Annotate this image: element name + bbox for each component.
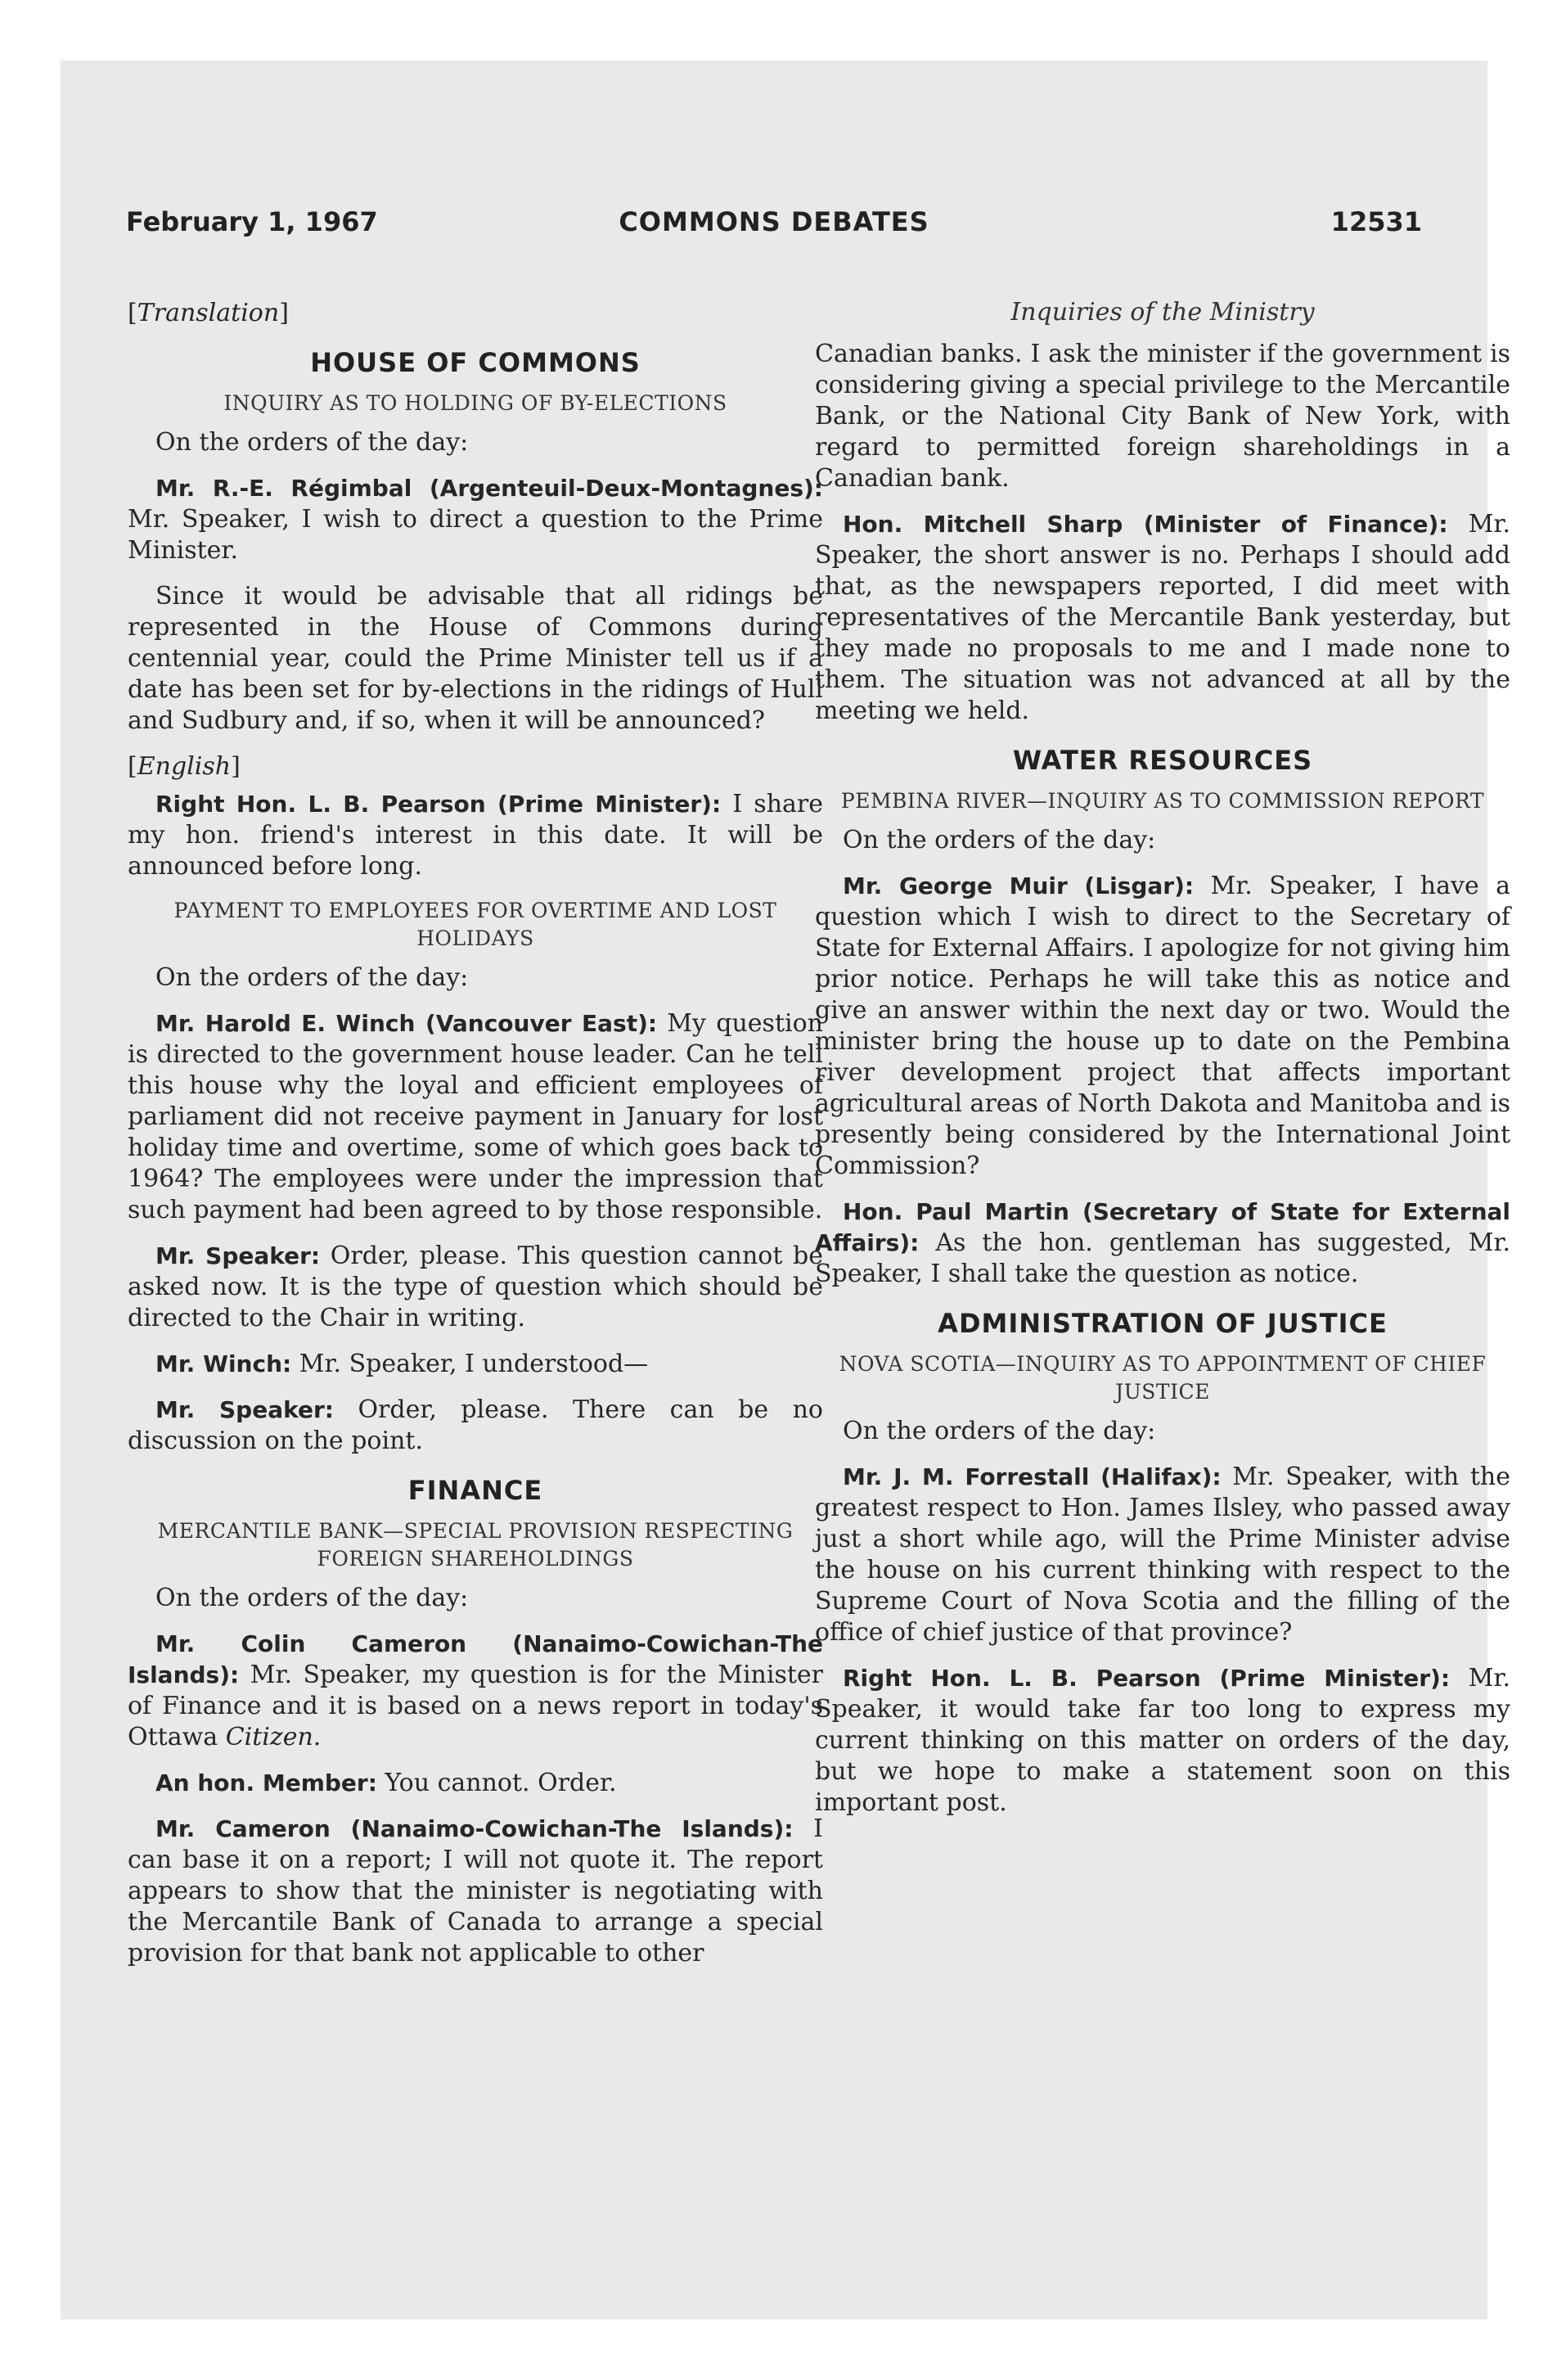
speech-text: I share my hon. friend's interest in this date. It will be announced before long.: [128, 790, 823, 881]
speech-text: Mr. Speaker, my question is for the Minister of Finance and it is based on a news report in today's Ottawa: [128, 1661, 823, 1751]
subheading-pembina-river: PEMBINA RIVER—INQUIRY AS TO COMMISSION REPORT: [840, 789, 1485, 813]
speech-text: I can base it on a report; I will not quote it. The report appears to show that the minister is negotiating with the Mercantile Bank of Canada to arrange a special provision for that bank not applicable to other: [128, 1814, 823, 1968]
speech-cameron-continued: Canadian banks. I ask the minister if the government is considering giving a special privilege to the Mercantile Bank, or the National City Bank of New York, with regard to permitted foreign shareholdings in a Canadian bank.: [815, 340, 1510, 493]
orders-of-the-day: On the orders of the day:: [843, 1417, 1156, 1445]
speaker-name: Right Hon. L. B. Pearson (Prime Minister):: [843, 1665, 1451, 1692]
speech-speaker-2: [128, 1395, 823, 1457]
orders-of-the-day: On the orders of the day:: [155, 428, 469, 457]
speech-regimbal: [128, 473, 823, 566]
subheading-overtime: PAYMENT TO EMPLOYEES FOR OVERTIME AND LOST HOLIDAYS: [173, 899, 777, 950]
speaker-name: Mr. Colin Cameron (Nanaimo-Cowichan-The Islands):: [128, 1630, 823, 1688]
section-heading-water-resources: WATER RESOURCES: [1012, 745, 1313, 776]
speech-text: Mr. Speaker, I have a question which I wish to direct to the Secretary of State for External Affairs. I apologize for not giving him prior notice. Perhaps he will take this as notice and give an answer within the next day or two. Would the minister bring the house up to date on the Pembina river development project that affects important agricultural areas of North Dakota and Manitoba and is presently being considered by the International Joint Commission?: [815, 872, 1510, 1180]
section-heading-finance: FINANCE: [407, 1475, 543, 1506]
speech-winch: [128, 1008, 823, 1226]
orders-of-the-day: On the orders of the day:: [843, 826, 1156, 854]
header-page-number: 12531: [1330, 206, 1422, 237]
speech-text: Order, please. This question cannot be asked now. It is the type of question which should be directed to the Chair in writing.: [128, 1242, 823, 1332]
speaker-name: Hon. Mitchell Sharp (Minister of Finance):: [843, 511, 1448, 538]
speaker-name: Mr. Speaker:: [155, 1242, 321, 1269]
speech-pearson-2: [815, 1663, 1510, 1819]
header-date: February 1, 1967: [126, 206, 378, 237]
speech-text: Mr. Speaker, I wish to direct a question to the Prime Minister.: [128, 505, 823, 565]
speech-cameron-2: [128, 1814, 823, 1969]
speaker-name: An hon. Member:: [155, 1769, 377, 1796]
speaker-name: Mr. Speaker:: [155, 1396, 334, 1423]
speech-text: Mr. Speaker, with the greatest respect to Hon. James Ilsley, who passed away just a short while ago, will the Prime Minister advise the house on his current thinking with respect to the Supreme Court of Nova Scotia and the filling of the office of chief justice of that province?: [815, 1463, 1510, 1647]
running-head: Inquiries of the Ministry: [1010, 298, 1315, 327]
right-column: [815, 298, 1510, 1833]
subheading-by-elections: INQUIRY AS TO HOLDING OF BY-ELECTIONS: [223, 391, 727, 415]
speaker-name: Mr. Winch:: [155, 1350, 292, 1377]
speaker-name: Hon. Paul Martin (Secretary of State for External Affairs):: [815, 1198, 1510, 1256]
speech-text: As the hon. gentleman has suggested, Mr. Speaker, I shall take the question as notice.: [815, 1228, 1510, 1288]
speaker-name: Mr. J. M. Forrestall (Halifax):: [843, 1463, 1222, 1490]
speaker-name: Mr. R.-E. Régimbal (Argenteuil-Deux-Montagnes):: [155, 475, 823, 502]
speech-text: Order, please. There can be no discussion on the point.: [128, 1395, 823, 1455]
speech-hon-member: [128, 1768, 823, 1799]
speech-regimbal-continued: Since it would be advisable that all ridings be represented in the House of Commons during centennial year, could the Prime Minister tell us if a date has been set for by-elections in the ridings of Hull and Sudbury and, if so, when it will be announced?: [128, 582, 823, 735]
subheading-nova-scotia: NOVA SCOTIA—INQUIRY AS TO APPOINTMENT OF CHIEF JUSTICE: [839, 1352, 1487, 1404]
speech-text: Mr. Speaker, I understood—: [299, 1350, 649, 1378]
speaker-name: Mr. Harold E. Winch (Vancouver East):: [155, 1010, 658, 1037]
speech-forrestall: [815, 1462, 1510, 1648]
speaker-name: Right Hon. L. B. Pearson (Prime Minister):: [155, 791, 722, 818]
subheading-mercantile-bank: MERCANTILE BANK—SPECIAL PROVISION RESPECTING FOREIGN SHAREHOLDINGS: [157, 1519, 794, 1571]
speech-sharp: [815, 509, 1510, 727]
speech-text: Mr. Speaker, the short answer is no. Perhaps I should add that, as the newspapers reported, I did meet with representatives of the Mercantile Bank yesterday, but they made no proposals to me and I made none to them. The situation was not advanced at all by the meeting we held.: [815, 510, 1510, 725]
speech-muir: [815, 871, 1510, 1182]
newspaper-title: Citizen.: [225, 1723, 322, 1751]
speech-pearson-1: [128, 789, 823, 882]
speech-speaker-1: [128, 1241, 823, 1334]
section-heading-house-of-commons: HOUSE OF COMMONS: [310, 347, 641, 378]
page-header: [126, 206, 1422, 255]
english-label: [English]: [128, 752, 241, 781]
speaker-name: Mr. George Muir (Lisgar):: [843, 872, 1195, 899]
speech-text: Mr. Speaker, it would take far too long to express my current thinking on this matter on orders of the day, but we hope to make a statement soon on this important post.: [815, 1664, 1510, 1817]
page-sheet: [61, 61, 1510, 2319]
translation-label: [Translation]: [128, 299, 289, 327]
speech-winch-2: [128, 1349, 823, 1380]
header-journal-title: COMMONS DEBATES: [619, 206, 929, 237]
speech-text: You cannot. Order.: [385, 1769, 617, 1797]
speech-text: My question is directed to the government house leader. Can he tell this house why the loyal and efficient employees of parliament did not receive payment in January for lost holiday time and overtime, some of which goes back to 1964? The employees were under the impression that such payment had been agreed to by those responsible.: [128, 1009, 823, 1224]
orders-of-the-day: On the orders of the day:: [155, 963, 469, 992]
section-heading-administration-of-justice: ADMINISTRATION OF JUSTICE: [938, 1308, 1388, 1339]
orders-of-the-day: On the orders of the day:: [155, 1584, 469, 1612]
speech-cameron-1: [128, 1629, 823, 1753]
left-column: [128, 298, 823, 1984]
speech-martin: [815, 1197, 1510, 1290]
speaker-name: Mr. Cameron (Nanaimo-Cowichan-The Islands):: [155, 1815, 794, 1842]
